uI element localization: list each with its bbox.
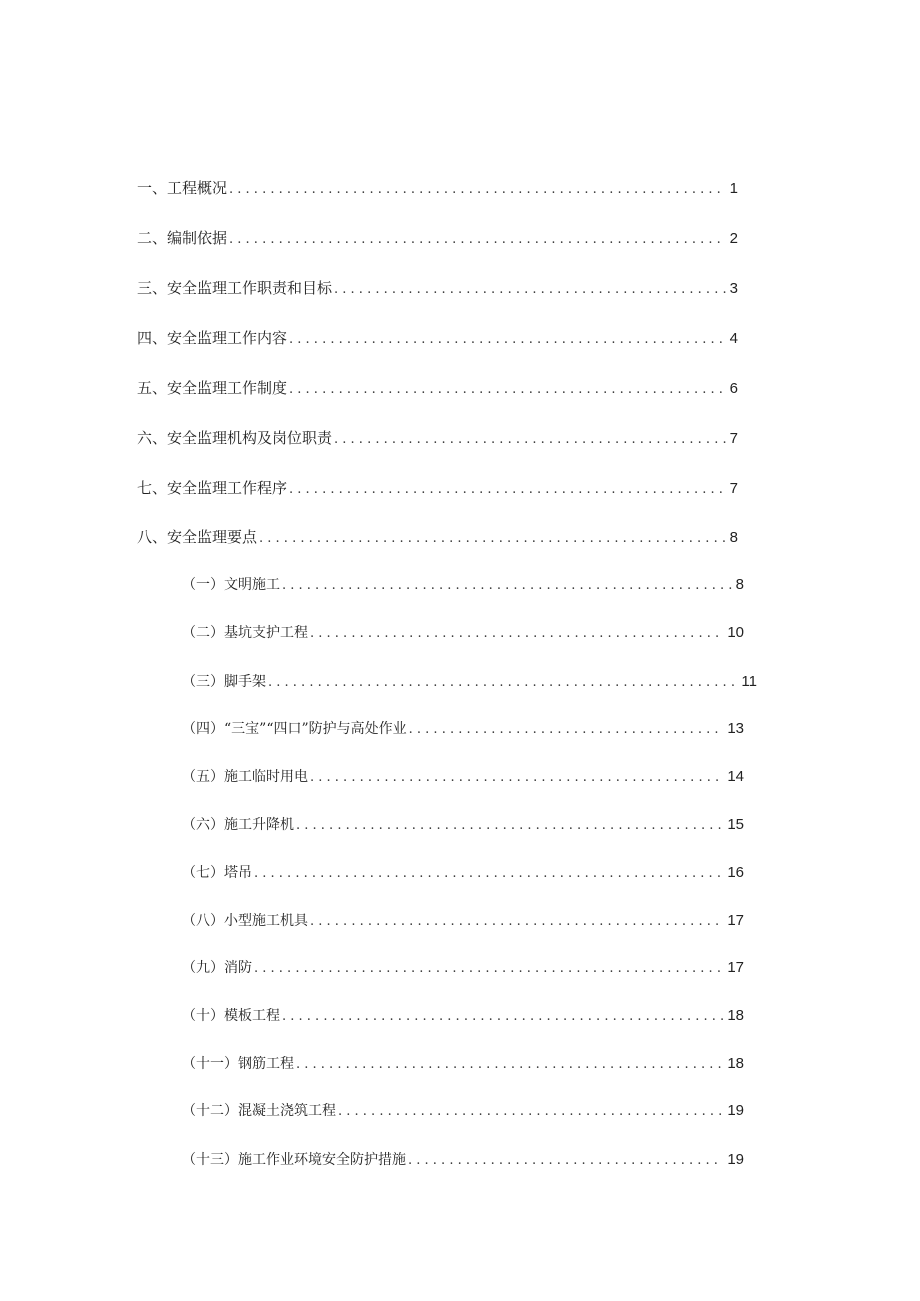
toc-entry-page-number: 3 [729, 280, 738, 297]
dot-leader [338, 1100, 723, 1124]
toc-subentry-construction-hoist[interactable] [182, 813, 744, 837]
dot-leader [310, 622, 723, 646]
toc-entry-page-number: 8 [735, 576, 744, 593]
toc-entry-title: 六、安全监理机构及岗位职责 [137, 429, 333, 447]
toc-entry-title: （三）脚手架 [182, 674, 266, 690]
toc-entry-title: 七、安全监理工作程序 [137, 479, 288, 497]
toc-entry-work-procedure[interactable] [137, 476, 738, 500]
dot-leader [268, 671, 737, 695]
toc-entry-work-content[interactable] [137, 326, 738, 350]
toc-entry-page-number: 15 [727, 816, 744, 833]
toc-entry-title: （二）基坑支护工程 [182, 625, 308, 641]
toc-entry-page-number: 16 [727, 864, 744, 881]
toc-entry-page-number: 18 [727, 1055, 744, 1072]
toc-entry-page-number: 7 [729, 430, 738, 447]
toc-subentry-rebar[interactable] [182, 1052, 744, 1076]
toc-subentry-civilized-construction[interactable] [182, 573, 744, 597]
toc-entry-page-number: 17 [727, 959, 744, 976]
toc-entry-title: （一）文明施工 [182, 577, 280, 593]
toc-entry-page-number: 11 [741, 673, 757, 690]
toc-entry-title: （七）塔吊 [182, 865, 252, 881]
toc-entry-title: 五、安全监理工作制度 [137, 379, 288, 397]
toc-subentry-fire-protection[interactable] [182, 956, 744, 980]
toc-entry-title: （十）模板工程 [182, 1008, 280, 1024]
toc-entry-page-number: 10 [727, 624, 744, 641]
dot-leader [229, 228, 726, 252]
toc-subentry-small-machinery[interactable] [182, 909, 744, 933]
toc-entry-page-number: 8 [729, 529, 738, 546]
toc-entry-page-number: 2 [729, 230, 738, 247]
toc-entry-duties-and-goals[interactable] [137, 276, 738, 300]
dot-leader [282, 574, 732, 598]
toc-subentry-height-protection[interactable] [182, 717, 744, 741]
toc-entry-project-overview[interactable] [137, 176, 738, 200]
dot-leader [334, 428, 726, 452]
toc-entry-page-number: 14 [727, 768, 744, 785]
toc-entry-page-number: 6 [729, 380, 738, 397]
toc-entry-title: 二、编制依据 [137, 229, 228, 247]
toc-entry-title: （五）施工临时用电 [182, 769, 308, 785]
toc-entry-title: （六）施工升降机 [182, 817, 294, 833]
toc-entry-title: （九）消防 [182, 960, 252, 976]
dot-leader [296, 814, 723, 838]
dot-leader [282, 1005, 723, 1029]
toc-entry-title: （四）“三宝”“四口”防护与高处作业 [182, 721, 407, 737]
dot-leader [289, 478, 726, 502]
toc-entry-organization-and-roles[interactable] [137, 426, 738, 450]
dot-leader [408, 1149, 723, 1173]
toc-subentry-environment-safety[interactable] [182, 1148, 744, 1172]
dot-leader [289, 378, 726, 402]
toc-entry-title: （十一）钢筋工程 [182, 1056, 294, 1072]
toc-entry-work-system[interactable] [137, 376, 738, 400]
toc-entry-title: 三、安全监理工作职责和目标 [137, 279, 333, 297]
dot-leader [310, 766, 723, 790]
toc-entry-title: （八）小型施工机具 [182, 913, 308, 929]
dot-leader [254, 862, 723, 886]
toc-subentry-scaffolding[interactable] [182, 670, 757, 694]
toc-subentry-concrete-pouring[interactable] [182, 1099, 744, 1123]
toc-entry-page-number: 7 [729, 480, 738, 497]
toc-subentry-temporary-electricity[interactable] [182, 765, 744, 789]
toc-entry-title: （十二）混凝土浇筑工程 [182, 1103, 336, 1119]
dot-leader [289, 328, 726, 352]
toc-entry-page-number: 13 [727, 720, 744, 737]
dot-leader [259, 527, 726, 551]
dot-leader [310, 910, 723, 934]
dot-leader [409, 718, 724, 742]
toc-entry-page-number: 19 [727, 1151, 744, 1168]
toc-entry-page-number: 19 [727, 1102, 744, 1119]
toc-entry-title: （十三）施工作业环境安全防护措施 [182, 1152, 406, 1168]
dot-leader [334, 278, 726, 302]
toc-entry-title: 四、安全监理工作内容 [137, 329, 288, 347]
dot-leader [254, 957, 723, 981]
toc-entry-page-number: 1 [729, 180, 738, 197]
toc-entry-page-number: 18 [727, 1007, 744, 1024]
toc-entry-title: 八、安全监理要点 [137, 528, 258, 546]
dot-leader [296, 1053, 723, 1077]
toc-entry-page-number: 17 [727, 912, 744, 929]
toc-entry-compilation-basis[interactable] [137, 226, 738, 250]
toc-entry-page-number: 4 [729, 330, 738, 347]
toc-subentry-formwork[interactable] [182, 1004, 744, 1028]
toc-subentry-foundation-pit[interactable] [182, 621, 744, 645]
dot-leader [229, 178, 726, 202]
toc-entry-key-points[interactable] [137, 525, 738, 549]
toc-subentry-tower-crane[interactable] [182, 861, 744, 885]
toc-entry-title: 一、工程概况 [137, 179, 228, 197]
